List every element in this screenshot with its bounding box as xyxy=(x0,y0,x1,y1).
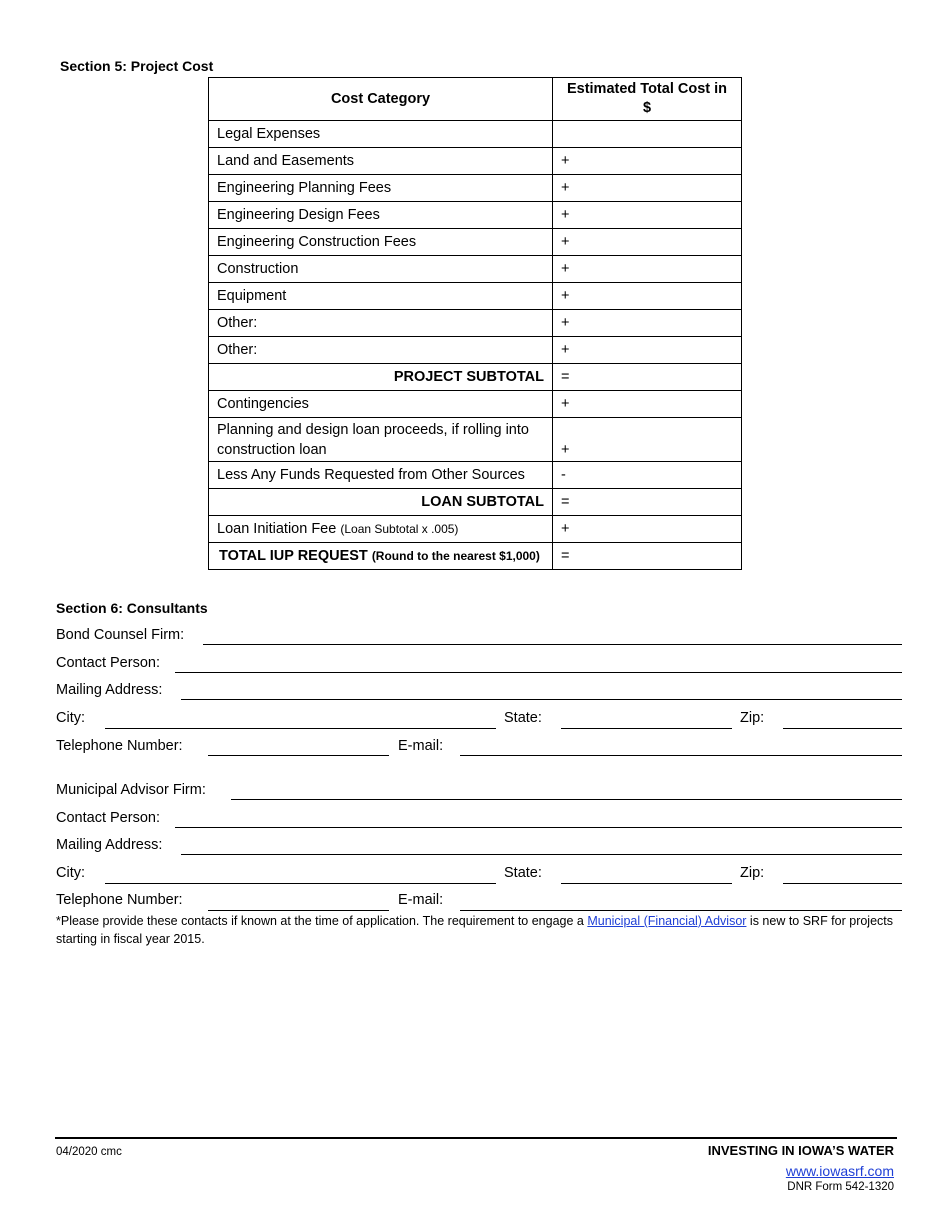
table-row xyxy=(209,391,742,418)
advisor-email-input[interactable] xyxy=(460,910,902,911)
bond-zip-input[interactable] xyxy=(783,728,902,729)
advisor-state-input[interactable] xyxy=(561,883,732,884)
table-row xyxy=(209,202,742,229)
row-label: TOTAL IUP REQUEST xyxy=(219,548,368,564)
project-subtotal-label: PROJECT SUBTOTAL xyxy=(209,364,553,391)
row-label: Construction xyxy=(209,256,553,283)
cost-input-total-iup-request[interactable]: = xyxy=(553,543,742,570)
footer-title: INVESTING IN IOWA’S WATER xyxy=(707,1143,894,1158)
bond-phone-input[interactable] xyxy=(208,755,389,756)
cost-input-loan-initiation-fee[interactable]: + xyxy=(553,516,742,543)
table-row xyxy=(209,121,742,148)
advisor-email-label: E-mail: xyxy=(398,892,444,908)
table-row xyxy=(209,310,742,337)
cost-input-eng-planning[interactable]: + xyxy=(553,175,742,202)
header-cost-category: Cost Category xyxy=(209,78,553,121)
loan-subtotal-label: LOAN SUBTOTAL xyxy=(209,489,553,516)
row-label: Engineering Design Fees xyxy=(209,202,553,229)
cost-input-construction[interactable]: + xyxy=(553,256,742,283)
table-row xyxy=(209,489,742,516)
cost-input-other-sources[interactable]: - xyxy=(553,462,742,489)
table-row xyxy=(209,256,742,283)
table-row xyxy=(209,229,742,256)
advisor-city-label: City: xyxy=(56,865,85,881)
row-label-note: (Loan Subtotal x .005) xyxy=(340,522,459,536)
cost-input-equipment[interactable]: + xyxy=(553,283,742,310)
footer-form-number: DNR Form 542-1320 xyxy=(787,1181,894,1193)
table-row xyxy=(209,175,742,202)
cost-input-other-2[interactable]: + xyxy=(553,337,742,364)
table-row xyxy=(209,418,742,462)
row-label: Other: xyxy=(209,310,553,337)
advisor-phone-label: Telephone Number: xyxy=(56,892,183,908)
footer-date: 04/2020 cmc xyxy=(56,1146,122,1158)
advisor-state-label: State: xyxy=(504,865,542,881)
row-label: Planning and design loan proceeds, if rolling into construction loan xyxy=(209,418,553,462)
total-iup-request-cell xyxy=(209,543,553,570)
cost-input-project-subtotal[interactable]: = xyxy=(553,364,742,391)
bond-contact-input[interactable] xyxy=(175,672,902,673)
advisor-zip-label: Zip: xyxy=(740,865,765,881)
advisor-phone-input[interactable] xyxy=(208,910,389,911)
loan-initiation-fee-cell xyxy=(209,516,553,543)
table-row xyxy=(209,543,742,570)
table-row xyxy=(209,516,742,543)
cost-input-land[interactable]: + xyxy=(553,148,742,175)
cost-input-eng-design[interactable]: + xyxy=(553,202,742,229)
cost-input-legal[interactable] xyxy=(553,121,742,148)
row-label: Loan Initiation Fee xyxy=(217,521,337,537)
bond-city-input[interactable] xyxy=(105,728,496,729)
bond-email-input[interactable] xyxy=(460,755,902,756)
municipal-advisor-link[interactable]: Municipal (Financial) Advisor xyxy=(587,914,747,928)
section-5-title: Section 5: Project Cost xyxy=(60,58,214,74)
table-row xyxy=(209,148,742,175)
note-text-before: *Please provide these contacts if known at the time of application. The requirement to engage a xyxy=(56,914,588,928)
advisor-firm-input[interactable] xyxy=(231,799,902,800)
bond-address-input[interactable] xyxy=(181,699,902,700)
advisor-firm-label: Municipal Advisor Firm: xyxy=(56,782,206,798)
bond-firm-input[interactable] xyxy=(203,644,902,645)
advisor-address-label: Mailing Address: xyxy=(56,837,163,853)
table-header-row xyxy=(209,78,742,121)
advisor-city-input[interactable] xyxy=(105,883,496,884)
table-row xyxy=(209,283,742,310)
bond-firm-label: Bond Counsel Firm: xyxy=(56,627,185,643)
row-label: Contingencies xyxy=(209,391,553,418)
bond-zip-label: Zip: xyxy=(740,710,765,726)
cost-input-other-1[interactable]: + xyxy=(553,310,742,337)
cost-input-loan-subtotal[interactable]: = xyxy=(553,489,742,516)
header-estimated-cost: Estimated Total Cost in $ xyxy=(553,78,742,121)
row-label: Less Any Funds Requested from Other Sources xyxy=(209,462,553,489)
advisor-zip-input[interactable] xyxy=(783,883,902,884)
bond-state-label: State: xyxy=(504,710,542,726)
footer-url-container xyxy=(786,1163,894,1179)
consultants-note xyxy=(56,912,896,948)
cost-input-planning-design-loan[interactable]: + xyxy=(553,418,742,462)
bond-phone-label: Telephone Number: xyxy=(56,738,183,754)
advisor-contact-input[interactable] xyxy=(175,827,902,828)
footer-divider xyxy=(55,1137,897,1139)
row-label: Land and Easements xyxy=(209,148,553,175)
bond-city-label: City: xyxy=(56,710,85,726)
footer-website-link[interactable]: www.iowasrf.com xyxy=(785,1163,894,1179)
row-label-note: (Round to the nearest $1,000) xyxy=(371,549,540,563)
row-label: Legal Expenses xyxy=(209,121,553,148)
table-row xyxy=(209,337,742,364)
advisor-address-input[interactable] xyxy=(181,854,902,855)
project-cost-table xyxy=(208,77,742,570)
row-label: Engineering Planning Fees xyxy=(209,175,553,202)
section-6-title: Section 6: Consultants xyxy=(56,600,208,616)
bond-contact-label: Contact Person: xyxy=(56,655,160,671)
bond-email-label: E-mail: xyxy=(398,738,444,754)
row-label: Equipment xyxy=(209,283,553,310)
bond-address-label: Mailing Address: xyxy=(56,682,163,698)
table-row xyxy=(209,364,742,391)
table-row xyxy=(209,462,742,489)
advisor-contact-label: Contact Person: xyxy=(56,810,160,826)
cost-input-eng-construction[interactable]: + xyxy=(553,229,742,256)
row-label: Other: xyxy=(209,337,553,364)
note-text-after: is new to SRF for projects starting in fiscal year 2015. xyxy=(56,914,894,946)
row-label: Engineering Construction Fees xyxy=(209,229,553,256)
cost-input-contingencies[interactable]: + xyxy=(553,391,742,418)
bond-state-input[interactable] xyxy=(561,728,732,729)
